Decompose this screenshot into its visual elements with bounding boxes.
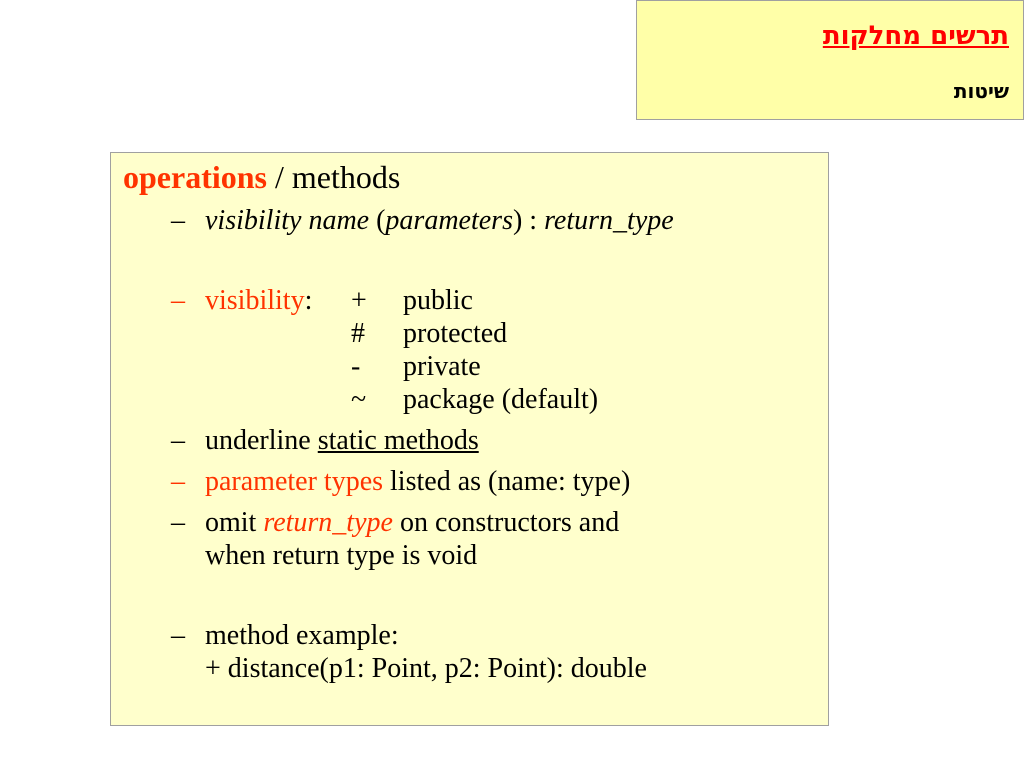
visibility-label: visibility: [205, 285, 305, 316]
bullet-dash: –: [171, 425, 185, 456]
sig-name: name: [308, 205, 370, 236]
bullet-dash: –: [171, 466, 185, 497]
omit-line-2: when return type is void: [205, 540, 478, 571]
visibility-label-line: visibility:: [205, 285, 313, 316]
sig-parameters: parameters: [385, 205, 513, 236]
omit-return-type: return_type: [263, 507, 393, 538]
sig-visibility: visibility: [205, 205, 302, 236]
visibility-symbol: -: [351, 351, 361, 382]
section-heading: [123, 159, 400, 195]
bullet-dash: –: [171, 620, 185, 651]
param-types-line: parameter types listed as (name: type): [205, 466, 631, 497]
param-types-label: parameter types: [205, 466, 384, 497]
heading-operations: operations: [123, 159, 267, 195]
bullet-dash: –: [171, 285, 185, 316]
visibility-symbol: ~: [351, 384, 367, 415]
visibility-word: protected: [403, 318, 508, 349]
slide-subtitle: שיטות: [953, 79, 1009, 103]
visibility-symbol: #: [351, 318, 365, 349]
bullet-dash: –: [171, 507, 185, 538]
signature-line: visibility name (parameters) : return_type: [205, 205, 674, 236]
sig-return-type: return_type: [544, 205, 674, 236]
slide-title: תרשים מחלקות: [822, 21, 1009, 51]
slide-title-box: [636, 0, 1024, 120]
underline-line: underline static methods: [205, 425, 479, 456]
omit-line: omit return_type on constructors and: [205, 507, 620, 538]
visibility-word: package (default): [403, 384, 599, 415]
visibility-word: private: [403, 351, 481, 382]
visibility-symbol: +: [351, 285, 367, 316]
content-box: [110, 152, 829, 726]
static-methods-underlined: static methods: [317, 425, 479, 456]
example-label: method example:: [205, 620, 399, 651]
example-code: + distance(p1: Point, p2: Point): double: [205, 653, 647, 684]
visibility-word: public: [403, 285, 473, 316]
heading-methods: / methods: [267, 159, 401, 195]
bullet-dash: –: [171, 205, 185, 236]
